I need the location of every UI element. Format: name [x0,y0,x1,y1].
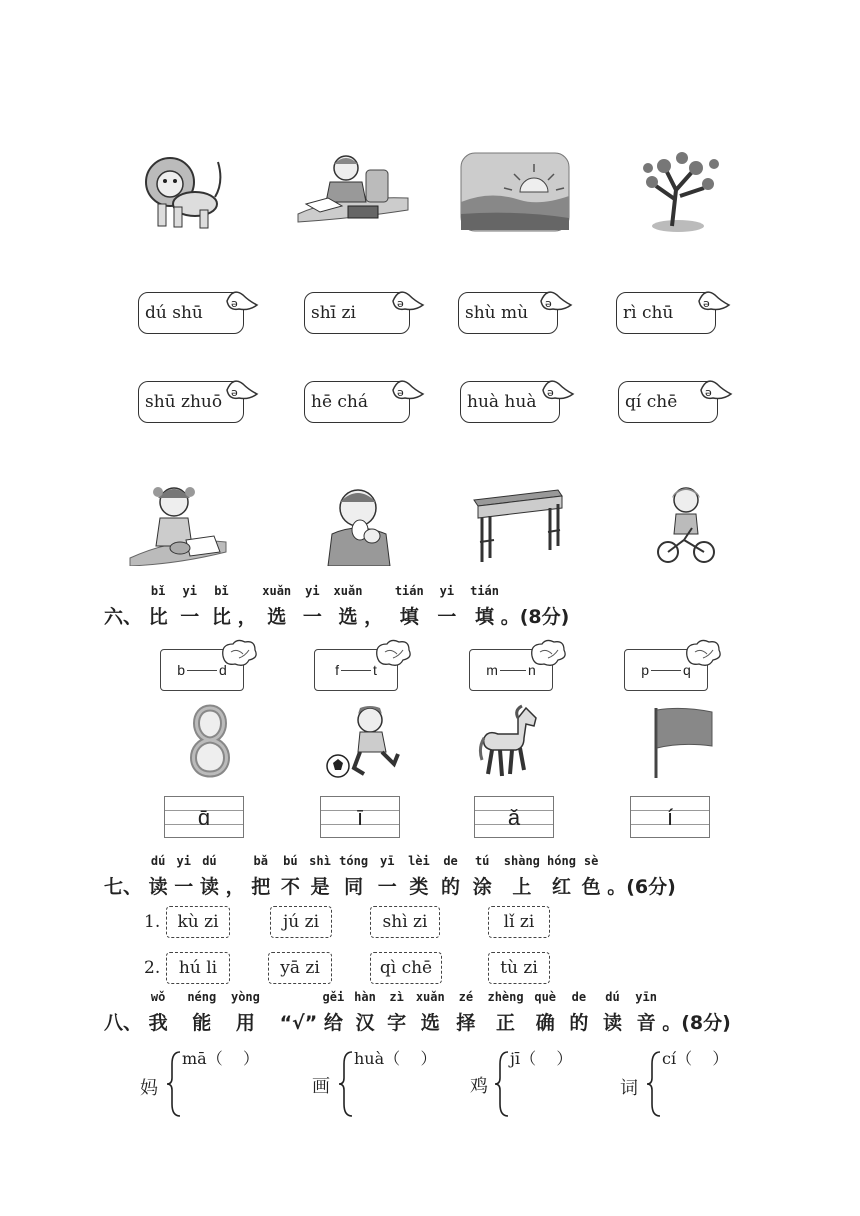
bird-head-icon [391,376,425,406]
pinyin-tag-text: huà huà [467,392,537,412]
bird-head-icon [697,287,731,317]
ruby-char: sè 色 [581,854,601,898]
sunrise-picture [460,152,570,232]
pinyin-tag-text: dú shū [145,303,203,323]
pinyin-word-box[interactable] [370,952,442,984]
ruby-char: de 的 [441,854,461,898]
bird-head-icon [225,287,259,317]
ruby-char: ， [225,876,245,898]
brace-icon [338,1050,354,1118]
grid-answer: ɑ̄ [197,805,211,830]
bird-head-icon [391,287,425,317]
row-number: 2. [144,958,161,978]
dash-line [187,670,217,671]
hanzi-character: 鸡 [470,1076,488,1097]
number-eight-picture [184,704,236,778]
ruby-char: yi 一 [174,854,194,898]
pinyin-word: tù zi [500,958,538,978]
pinyin-writing-grid[interactable] [474,796,554,838]
ruby-char: zì 字 [387,990,407,1034]
pinyin-tag [304,292,410,334]
lion-picture [140,152,224,234]
bird-cloud-icon [683,638,723,672]
letter: n [527,662,536,678]
pinyin-word: kù zi [177,912,219,932]
pinyin-word: qì chē [379,958,433,978]
hanzi-character: 词 [620,1078,638,1099]
ruby-char: zhèng 正 [487,990,524,1034]
pinyin-tag-text: shū zhuō [145,392,223,412]
letter-pair-box [160,649,244,691]
pinyin-word-box[interactable] [270,906,332,938]
ruby-char: yi 一 [437,584,457,628]
ruby-char: wǒ 我 [148,990,168,1034]
section8-heading [104,990,731,1035]
pronunciation-option[interactable]: jī（ ） [510,1049,573,1068]
ruby-char: hàn 汉 [354,990,376,1034]
brace-icon [646,1050,662,1118]
pinyin-word: hú li [178,958,218,978]
ruby-char: xuǎn 选 [333,584,363,628]
pinyin-tag-text: hē chá [311,392,369,412]
boy-soccer-picture [324,704,404,780]
svg-text:ə: ə [703,297,710,310]
svg-text:ə: ə [545,297,552,310]
letter: b [177,662,185,678]
grid-answer: ī [356,805,364,830]
pinyin-tag-text: rì chū [623,303,674,323]
pinyin-word-box[interactable] [166,906,230,938]
ruby-char: què 确 [534,990,557,1034]
red-flag-picture [652,706,716,780]
letter-pair-box [314,649,398,691]
ruby-char: hóng 红 [547,854,576,898]
bird-head-icon [699,376,733,406]
ruby-char: gěi 给 [322,990,345,1034]
ruby-char: yòng 用 [230,990,260,1034]
score: 。(8分) [662,1012,731,1034]
letter: q [683,662,691,678]
section6-heading [104,584,570,629]
ruby-char: bǎ 把 [251,854,271,898]
hanzi-character: 画 [312,1076,330,1097]
brace-icon [494,1050,510,1118]
girl-riding-bike-picture [656,484,716,566]
brace-icon [166,1050,182,1118]
ruby-char: xuǎn 选 [415,990,445,1034]
boy-drinking-picture [318,484,402,566]
letter: d [219,662,227,678]
pinyin-word: jú zi [282,912,320,932]
ruby-char: lèi 类 [408,854,430,898]
pinyin-word: lǐ zi [503,912,535,932]
ruby-char: ， [364,606,384,628]
dash-line [341,670,371,671]
pinyin-tag-text: shù mù [465,303,529,323]
ruby-char: dú 读 [148,854,168,898]
pronunciation-option[interactable]: cí（ ） [662,1049,729,1068]
tree-picture [636,150,722,234]
section-number: 八、 [104,1012,143,1034]
pinyin-tag [458,292,558,334]
pinyin-writing-grid[interactable] [320,796,400,838]
ruby-char: zé 择 [456,990,476,1034]
boy-reading-picture [296,152,410,234]
letter-pair-box [624,649,708,691]
letter-pair-box [469,649,553,691]
pronunciation-option[interactable]: mā（ ） [182,1049,260,1068]
desk-picture [468,486,564,566]
ruby-char: tóng 同 [339,854,369,898]
grid-answer: ǎ [507,805,521,830]
bird-cloud-icon [528,638,568,672]
pinyin-tag [304,381,410,423]
svg-text:ə: ə [231,297,238,310]
pinyin-tag-text: shī zi [311,303,356,323]
ruby-char: shì 是 [309,854,331,898]
svg-text:ə: ə [547,386,554,399]
ruby-char: dú 读 [199,854,219,898]
section7-heading [104,854,676,899]
letter: t [373,662,377,678]
ruby-char: yī 一 [377,854,397,898]
hanzi-character: 妈 [140,1078,158,1099]
bird-head-icon [225,376,259,406]
dash-line [651,670,681,671]
score: 。(6分) [607,876,676,898]
ruby-char: bǐ 比 [211,584,231,628]
svg-text:ə: ə [705,386,712,399]
pinyin-tag [138,292,244,334]
pinyin-word-box[interactable] [268,952,332,984]
pinyin-tag [460,381,560,423]
pinyin-word: shì zi [382,912,428,932]
section-number: 六、 [104,606,143,628]
score: 。(8分) [500,606,570,628]
letter: p [641,662,649,678]
pinyin-tag [618,381,718,423]
bird-cloud-icon [219,638,259,672]
ruby-char: yīn 音 [635,990,657,1034]
ruby-char: tián 填 [394,584,424,628]
grid-answer: í [666,805,674,830]
pinyin-tag [616,292,716,334]
pinyin-word-box[interactable] [166,952,230,984]
pinyin-word: yā zi [280,958,320,978]
ruby-char: néng 能 [187,990,217,1034]
letter: f [335,662,339,678]
pinyin-word-box[interactable] [488,952,550,984]
pinyin-tag-text: qí chē [625,392,678,412]
pinyin-word-box[interactable] [488,906,550,938]
row-number: 1. [144,912,161,932]
ruby-char: shàng 上 [503,854,540,898]
pinyin-tag [138,381,244,423]
section-number: 七、 [104,876,143,898]
bird-cloud-icon [373,638,413,672]
ruby-char: de 的 [569,990,589,1034]
ruby-char: dú 读 [602,990,622,1034]
horse-picture [478,704,546,780]
girl-drawing-picture [128,482,228,566]
ruby-char: xuǎn 选 [262,584,292,628]
bird-head-icon [541,376,575,406]
letter: m [486,662,498,678]
dash-line [500,670,526,671]
pronunciation-option[interactable]: huà（ ） [354,1049,437,1068]
ruby-char: yi 一 [180,584,200,628]
ruby-char: tián 填 [470,584,499,628]
svg-text:ə: ə [397,297,404,310]
svg-text:ə: ə [231,386,238,399]
bird-head-icon [539,287,573,317]
ruby-char: ， [237,606,257,628]
pinyin-writing-grid[interactable] [630,796,710,838]
pinyin-word-box[interactable] [370,906,440,938]
svg-text:ə: ə [397,386,404,399]
ruby-char: yi 一 [302,584,322,628]
ruby-char: bǐ 比 [148,584,168,628]
ruby-char: tú 涂 [472,854,492,898]
ruby-char: bú 不 [280,854,300,898]
ruby-char: “√” [279,1012,318,1034]
pinyin-writing-grid[interactable] [164,796,244,838]
